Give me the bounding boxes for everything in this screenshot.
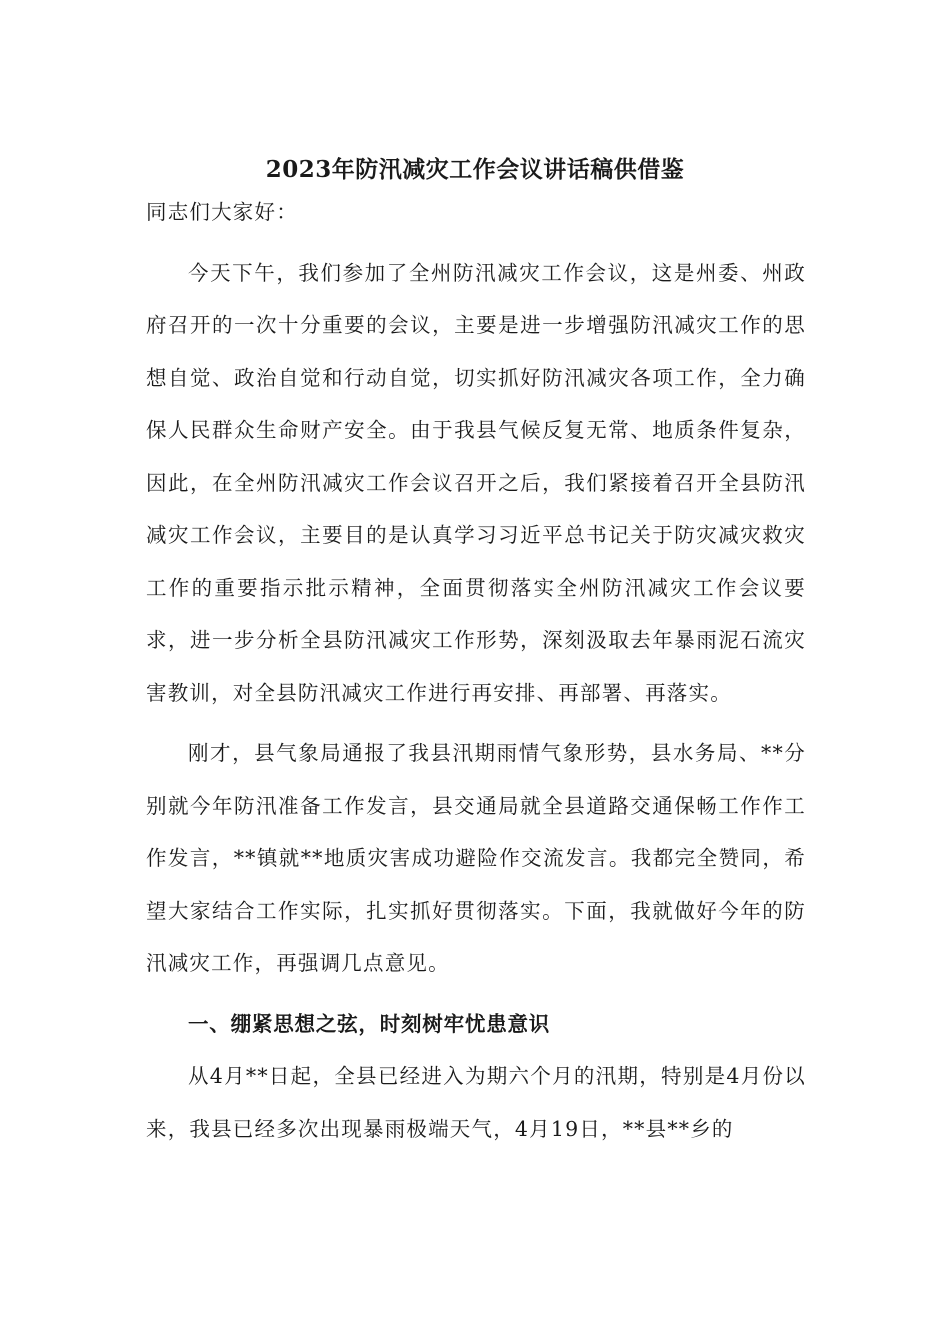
paragraph-1: 今天下午，我们参加了全州防汛减灾工作会议，这是州委、州政府召开的一次十分重要的会议，主要是进一步增强防汛减灾工作的思想自觉、政治自觉和行动自觉，切实抓好防汛减灾各项工作，全力确保人民群众生命财产安全。由于我县气候反复无常、地质条件复杂，因此，在全州防汛减灾工作会议召开之后，我们紧接着召开全县防汛减灾工作会议，主要目的是认真学习习近平总书记关于防灾减灾救灾工作的重要指示批示精神，全面贯彻落实全州防汛减灾工作会议要求，进一步分析全县防汛减灾工作形势，深刻汲取去年暴雨泥石流灾害教训，对全县防汛减灾工作进行再安排、再部署、再落实。 [146, 260, 806, 705]
section-paragraph: 从4月**日起，全县已经进入为期六个月的汛期，特别是4月份以来，我县已经多次出现暴雨极端天气，4月19日，**县**乡的 [146, 1064, 806, 1141]
section-heading: 一、绷紧思想之弦，时刻树牢忧患意识 [188, 1011, 551, 1036]
paragraph-2: 刚才，县气象局通报了我县汛期雨情气象形势，县水务局、**分别就今年防汛准备工作发言，县交通局就全县道路交通保畅工作作工作发言，**镇就**地质灾害成功避险作交流发言。我都完全赞同，希望大家结合工作实际，扎实抓好贯彻落实。下面，我就做好今年的防汛减灾工作，再强调几点意见。 [146, 741, 806, 975]
document-body [146, 186, 806, 1155]
document-title: 2023年防汛减灾工作会议讲话稿供借鉴 [265, 156, 685, 183]
greeting: 同志们大家好： [146, 200, 298, 224]
